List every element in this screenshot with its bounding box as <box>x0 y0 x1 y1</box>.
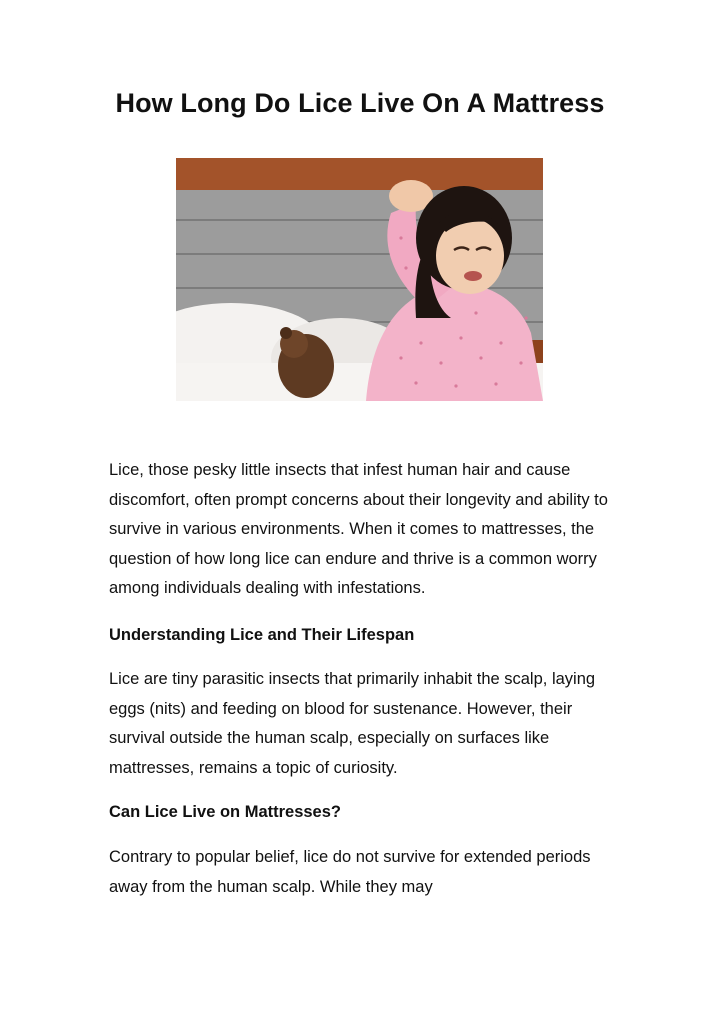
girl-scratching-head-photo <box>176 158 543 401</box>
section-heading-mattresses: Can Lice Live on Mattresses? <box>109 803 341 821</box>
page-title: How Long Do Lice Live On A Mattress <box>115 88 605 118</box>
lifespan-paragraph: Lice are tiny parasitic insects that primarily inhabit the scalp, laying eggs (nits) and feeding on blood for sustenance. However, their survival outside the human scalp, especially on surfaces like mattresses, remains a topic of curiosity. <box>109 670 596 777</box>
mattresses-paragraph: Contrary to popular belief, lice do not survive for extended periods away from the human scalp. While they may <box>109 848 591 896</box>
section-heading-lifespan: Understanding Lice and Their Lifespan <box>109 626 415 644</box>
intro-paragraph: Lice, those pesky little insects that infest human hair and cause discomfort, often prompt concerns about their longevity and ability to survive in various environments. When it comes to mattresses, the question of how long lice can endure and thrive is a common worry among individuals dealing with infestations. <box>109 461 608 597</box>
